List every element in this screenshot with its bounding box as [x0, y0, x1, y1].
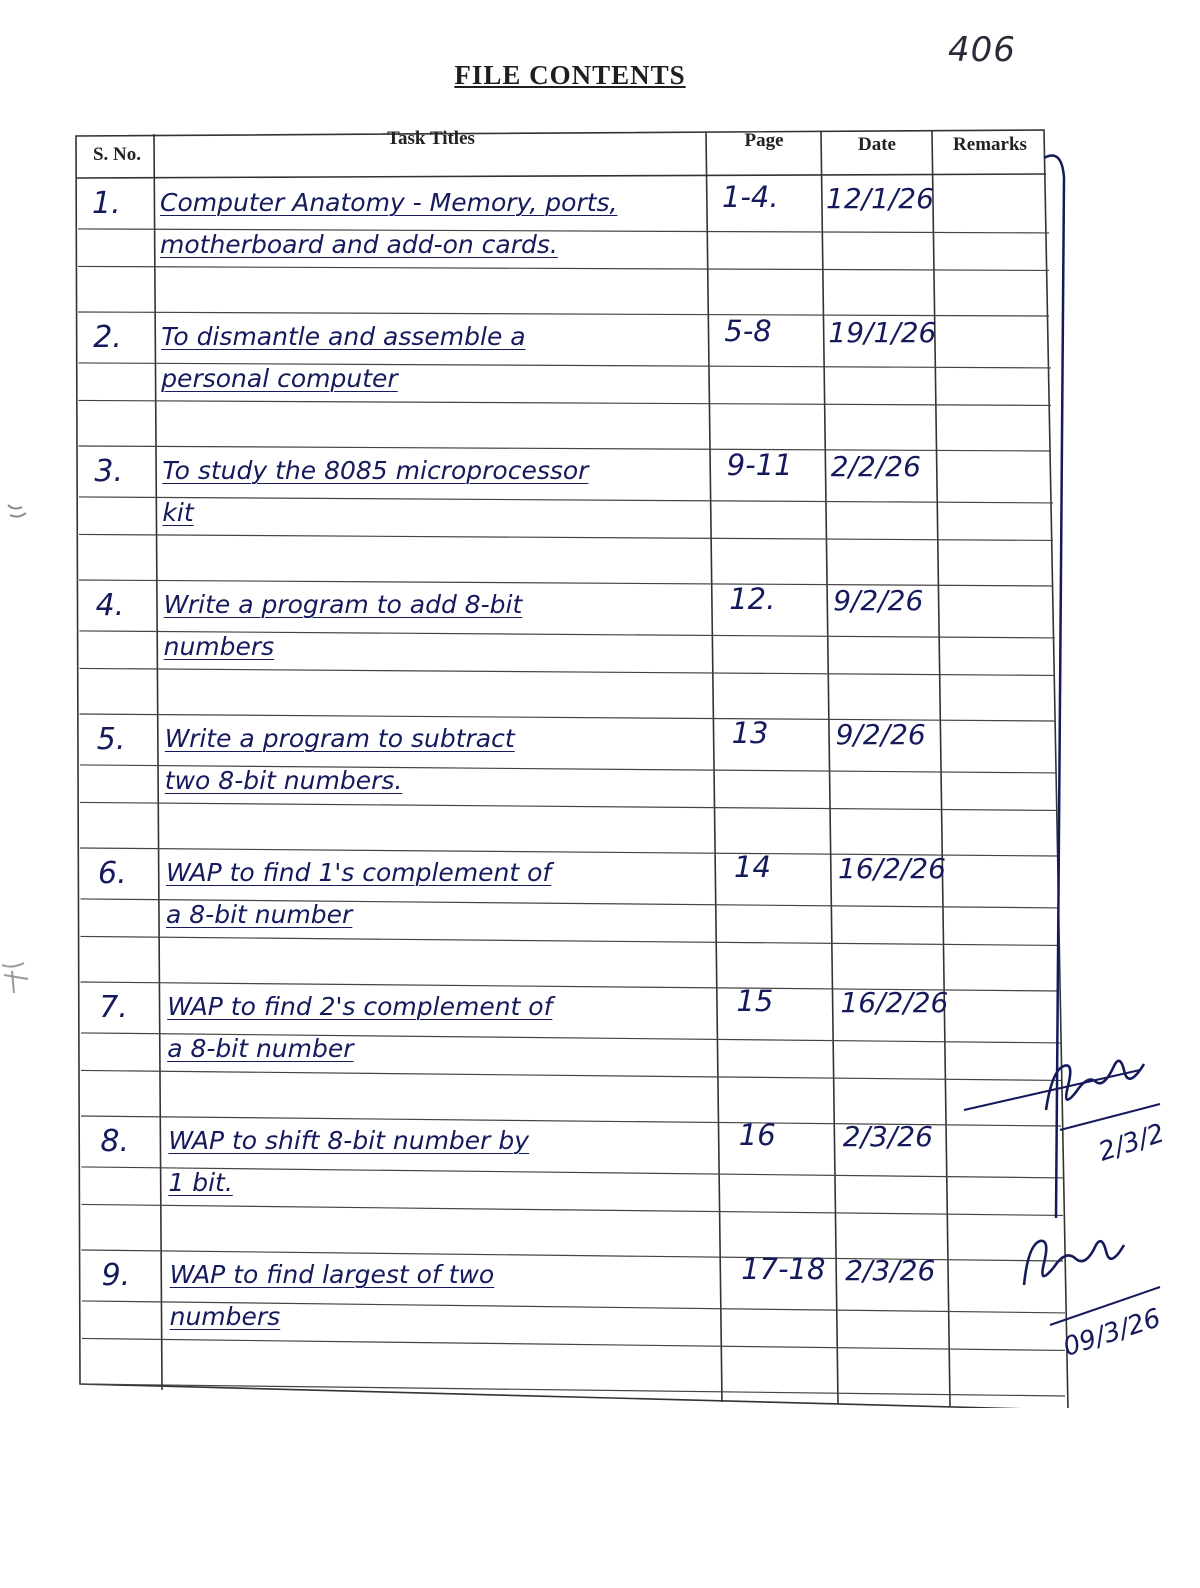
ruled-line: [81, 936, 1060, 945]
row-task-line1: WAP to find 1's complement of: [166, 858, 552, 887]
row-page: 12.: [729, 582, 776, 616]
ruled-line: [82, 1204, 1064, 1215]
row-page: 1-4.: [722, 180, 779, 214]
row-task-line1: Computer Anatomy - Memory, ports,: [160, 188, 618, 217]
row-task-line2: a 8-bit number: [166, 900, 353, 929]
ruled-line: [78, 266, 1049, 270]
row-date: 9/2/26: [833, 584, 924, 617]
page-number: 406: [948, 30, 1016, 70]
row-task-line2: a 8-bit number: [167, 1034, 354, 1063]
row-task-line1: To study the 8085 microprocessor: [162, 456, 589, 485]
row-divider: [82, 1384, 1065, 1396]
row-sno: 4.: [95, 588, 125, 623]
column-header-task: Task Titles: [387, 128, 475, 149]
row-page: 17-18: [741, 1252, 826, 1286]
margin-mark: [0, 495, 40, 1015]
row-sno: 8.: [100, 1124, 130, 1159]
row-page: 9-11: [726, 448, 793, 482]
ruled-line: [79, 400, 1052, 405]
row-sno: 7.: [99, 990, 128, 1025]
row-sno: 6.: [98, 856, 127, 891]
signature-2-date: 09/3/26: [1059, 1303, 1165, 1363]
row-page: 14: [734, 850, 771, 884]
contents-table: [74, 128, 1074, 1408]
row-page: 16: [738, 1118, 776, 1152]
row-task-line2: motherboard and add-on cards.: [160, 230, 558, 259]
row-date: 16/2/26: [840, 986, 949, 1019]
row-sno: 1.: [92, 186, 121, 221]
ruled-line: [79, 497, 1053, 503]
row-task-line2: kit: [162, 498, 194, 527]
row-task-line2: numbers: [163, 632, 275, 661]
row-date: 2/3/26: [842, 1120, 933, 1153]
row-date: 2/2/26: [830, 450, 921, 483]
ruled-line: [80, 668, 1056, 675]
row-task-line1: Write a program to subtract: [164, 724, 515, 753]
row-sno: 3.: [94, 454, 124, 489]
ruled-line: [81, 1070, 1061, 1080]
ruled-line: [82, 1338, 1065, 1350]
row-task-line1: Write a program to add 8-bit: [163, 590, 523, 619]
signature-1-date: 2/3/2: [1095, 1118, 1169, 1168]
column-header-sno: S. No.: [92, 144, 142, 165]
column-header-remarks: Remarks: [953, 134, 1027, 155]
row-date: 9/2/26: [835, 718, 926, 751]
row-page: 5-8: [724, 314, 772, 348]
row-task-line1: WAP to find 2's complement of: [167, 992, 553, 1021]
row-task-line1: WAP to shift 8-bit number by: [168, 1126, 530, 1155]
row-task-line2: numbers: [169, 1302, 281, 1331]
row-task-line2: 1 bit.: [168, 1168, 233, 1197]
row-page: 13: [731, 716, 769, 750]
row-date: 2/3/26: [845, 1254, 936, 1287]
ruled-line: [79, 534, 1053, 540]
row-date: 16/2/26: [838, 852, 946, 885]
signature-2: [1010, 1225, 1190, 1335]
row-date: 19/1/26: [828, 316, 937, 349]
row-task-line2: personal computer: [161, 364, 398, 393]
row-page: 15: [736, 984, 774, 1018]
row-sno: 5.: [96, 722, 126, 757]
row-task-line1: To dismantle and assemble a: [161, 322, 526, 351]
row-task-line2: two 8-bit numbers.: [164, 766, 403, 795]
row-sno: 2.: [93, 320, 122, 355]
column-header-page: Page: [744, 130, 784, 151]
column-header-date: Date: [858, 134, 896, 155]
row-task-line1: WAP to find largest of two: [169, 1260, 495, 1289]
ruled-line: [80, 802, 1057, 810]
row-sno: 9.: [101, 1258, 131, 1293]
row-date: 12/1/26: [826, 182, 934, 215]
page-title: FILE CONTENTS: [454, 60, 686, 90]
